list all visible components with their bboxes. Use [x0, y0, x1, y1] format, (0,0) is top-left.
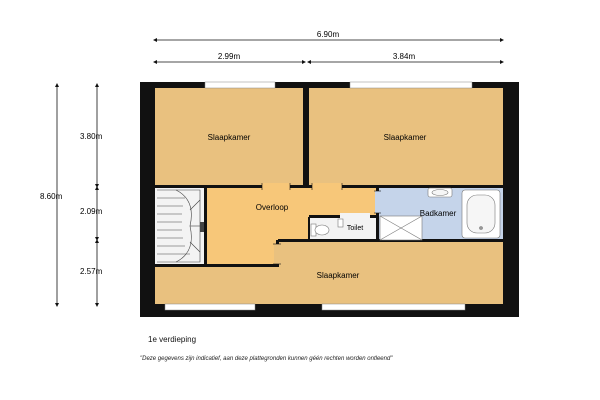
dimension-depth-middle: [80, 188, 103, 239]
window-bottom-left: [165, 304, 255, 310]
room-bedroom-bottom-upper: [278, 241, 503, 267]
dimension-depth-middle-label: 2.09m: [80, 207, 103, 216]
dimension-right-width: [309, 52, 502, 62]
window-bottom-right: [322, 304, 465, 310]
room-label-landing: Overloop: [255, 203, 289, 212]
room-label-bedroom-top-right: Slaapkamer: [383, 133, 427, 142]
dimension-total-depth: [40, 85, 63, 305]
dimension-total-width: [155, 30, 502, 40]
window-top-right: [350, 82, 472, 88]
dimension-left-width: [155, 52, 304, 62]
dimension-depth-bottom-label: 2.57m: [80, 267, 103, 276]
dimension-depth-top-label: 3.80m: [80, 132, 103, 141]
room-label-bedroom-bottom: Slaapkamer: [316, 271, 360, 280]
dimension-right-width-label: 3.84m: [392, 52, 416, 61]
dimension-total-width-label: 6.90m: [316, 30, 340, 39]
dimension-total-depth-label: 8.60m: [40, 192, 63, 201]
dimension-depth-top: [80, 85, 103, 186]
room-label-bedroom-top-left: Slaapkamer: [207, 133, 251, 142]
floor-label: 1e verdieping: [148, 335, 197, 344]
dimension-depth-bottom: [80, 241, 103, 305]
dimension-left-width-label: 2.99m: [217, 52, 241, 61]
window-top-left: [205, 82, 275, 88]
disclaimer-text: "Deze gegevens zijn indicatief, aan deze plattegronden kunnen géén rechten worden ontleend": [140, 356, 393, 362]
room-label-bathroom: Badkamer: [419, 209, 457, 218]
room-landing-extension: [309, 187, 376, 216]
room-label-toilet: Toilet: [346, 225, 364, 232]
